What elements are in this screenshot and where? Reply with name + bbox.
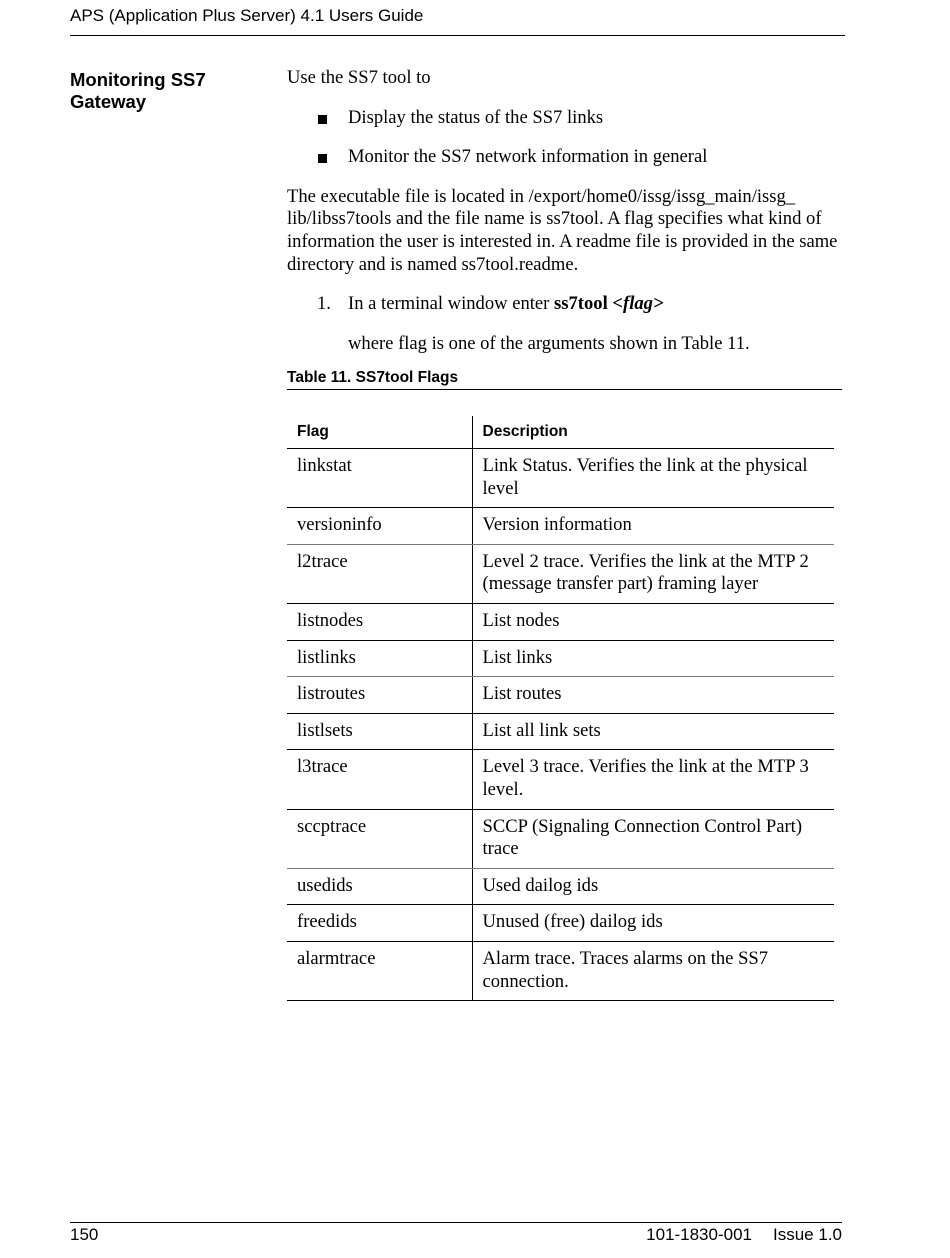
footer-doc-info [646,1225,842,1245]
running-header: APS (Application Plus Server) 4.1 Users Guide [70,6,424,25]
flag-cell: sccptrace [287,809,472,868]
body-text [287,67,847,355]
header-rule [70,35,845,36]
bullet-item [287,146,847,169]
page-number: 150 [70,1225,99,1244]
table-row [287,905,834,942]
flag-cell: freedids [287,905,472,942]
flag-cell: l3trace [287,750,472,809]
flag-cell: listroutes [287,677,472,714]
step-flag: <flag> [612,293,664,315]
flag-cell: listlinks [287,640,472,677]
description-paragraph: The executable file is located in /export/home0/issg/issg_main/issg_ lib/libss7tools and the file name is ss7tool. A flag specifies what kind of information the user is interested in. A readme file is provided in the same directory and is named ss7tool.readme. [287,185,838,275]
description-cell: Unused (free) dailog ids [472,905,834,942]
table-row [287,750,834,809]
step-text: In a terminal window enter [348,293,550,315]
table-row [287,449,834,508]
step-command: ss7tool [554,293,608,315]
table-caption: Table 11. SS7tool Flags [287,369,842,390]
flags-table [287,416,834,1001]
bullet-text: Monitor the SS7 network information in general [348,146,708,168]
description-cell: List all link sets [472,713,834,750]
table-row [287,809,834,868]
flag-cell: versioninfo [287,508,472,545]
footer-rule [70,1222,842,1223]
section-title: Monitoring SS7 Gateway [70,69,206,112]
description-cell: Version information [472,508,834,545]
flag-cell: listnodes [287,603,472,640]
description-cell: SCCP (Signaling Connection Control Part) trace [472,809,834,868]
bullet-text: Display the status of the SS7 links [348,106,604,128]
step-number: 1. [317,293,331,315]
description-cell: List nodes [472,603,834,640]
column-header-description: Description [472,416,834,449]
flag-cell: linkstat [287,449,472,508]
document-number: 101-1830-001 [646,1225,752,1244]
step-item [287,293,847,316]
table-row [287,544,834,603]
table-row [287,508,834,545]
flag-cell: listlsets [287,713,472,750]
flag-cell: alarmtrace [287,941,472,1000]
flag-cell: usedids [287,868,472,905]
description-cell: List routes [472,677,834,714]
description-cell: Used dailog ids [472,868,834,905]
table-row [287,640,834,677]
square-bullet-icon [318,154,327,163]
table-row [287,603,834,640]
table-row [287,941,834,1000]
table-row [287,868,834,905]
issue-label: Issue 1.0 [773,1225,842,1244]
column-header-flag: Flag [287,416,472,449]
step-note: where flag is one of the arguments shown in Table 11. [348,332,750,354]
bullet-item [287,107,847,130]
table-header-row [287,416,834,449]
flag-cell: l2trace [287,544,472,603]
table-row [287,713,834,750]
description-cell: Link Status. Verifies the link at the physical level [472,449,834,508]
intro-text: Use the SS7 tool to [287,67,431,88]
table-row [287,677,834,714]
description-cell: List links [472,640,834,677]
description-cell: Level 2 trace. Verifies the link at the MTP 2 (message transfer part) framing layer [472,544,834,603]
description-cell: Level 3 trace. Verifies the link at the MTP 3 level. [472,750,834,809]
description-cell: Alarm trace. Traces alarms on the SS7 connection. [472,941,834,1000]
square-bullet-icon [318,115,327,124]
